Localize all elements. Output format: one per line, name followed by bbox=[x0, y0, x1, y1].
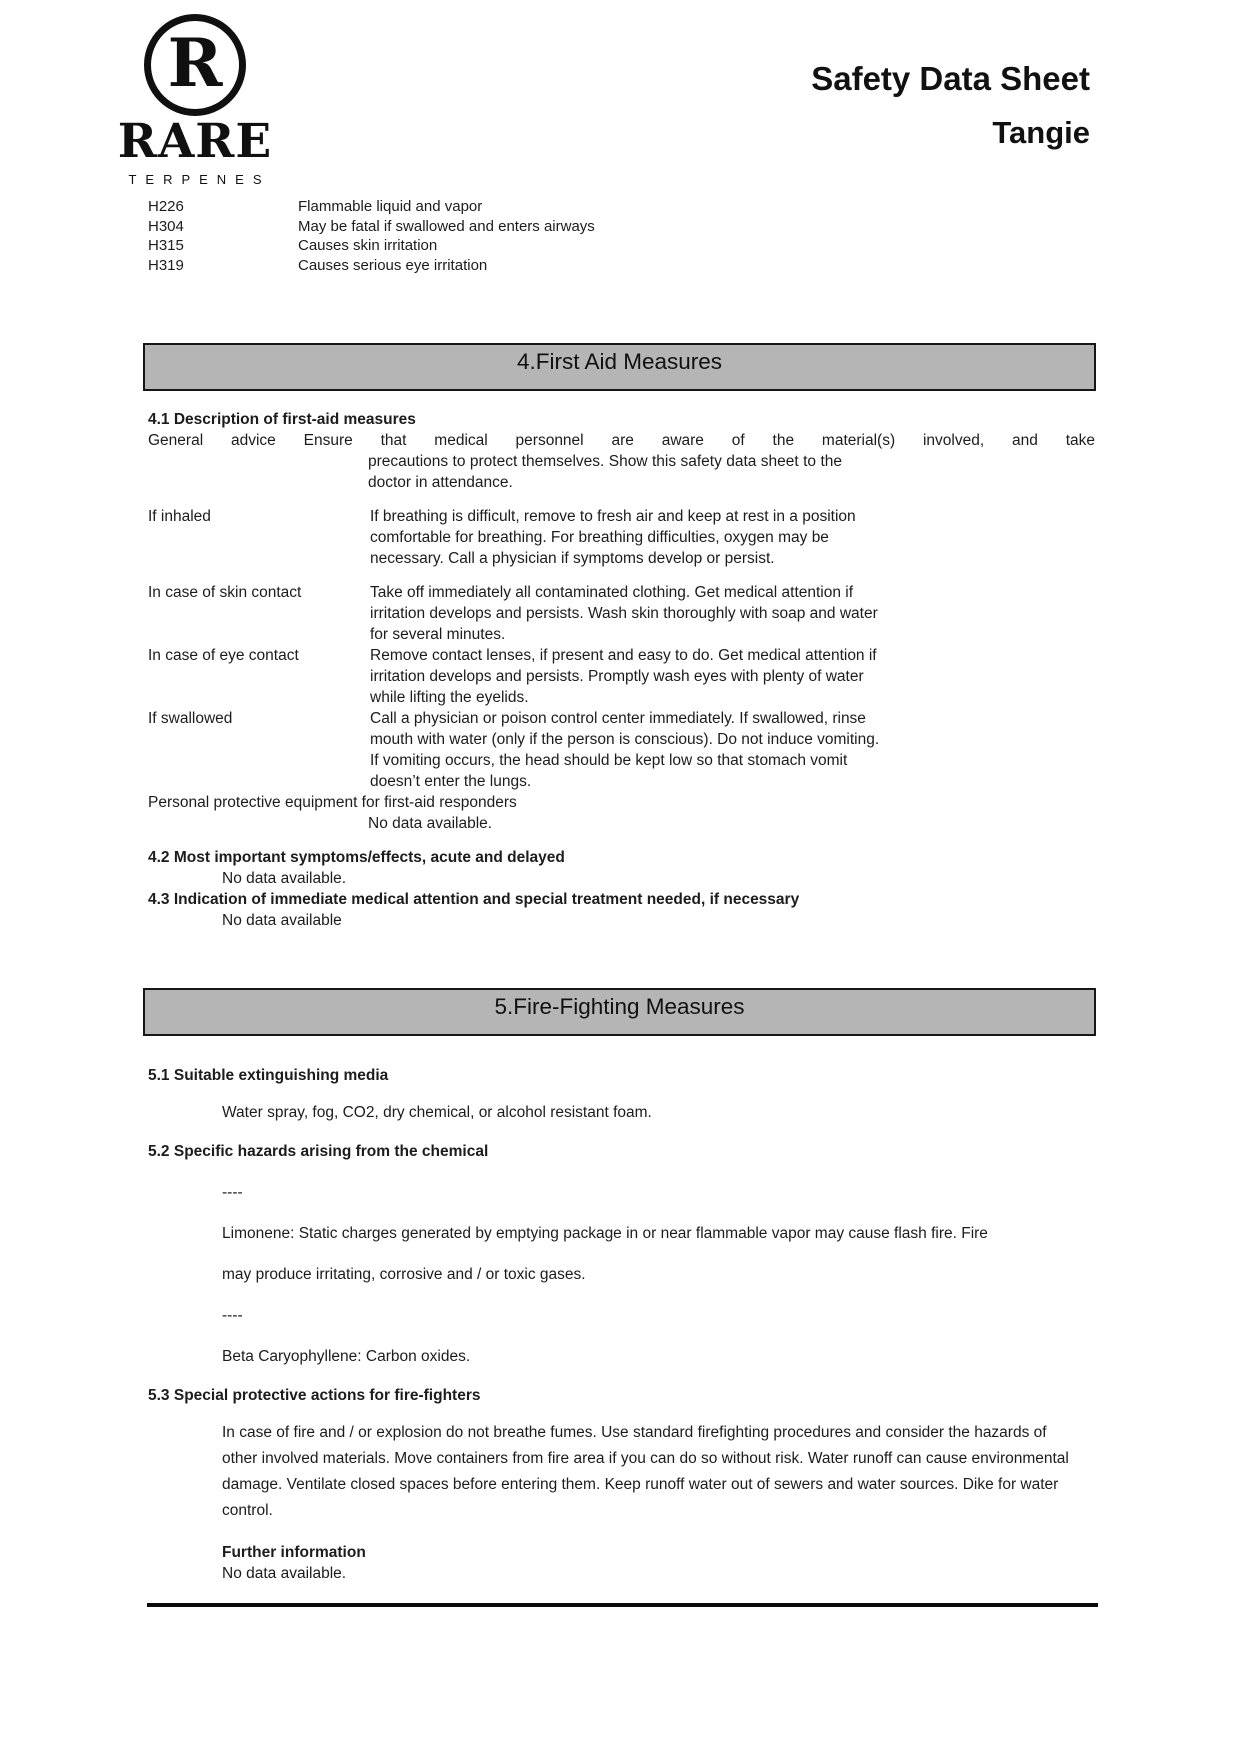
section-4-content bbox=[148, 409, 1095, 931]
first-aid-item-skin bbox=[148, 582, 1095, 645]
hazard-code: H226 bbox=[148, 198, 184, 215]
product-name: Tangie bbox=[992, 115, 1090, 150]
brand-name: RARE bbox=[117, 114, 273, 169]
hazard-row bbox=[148, 197, 595, 217]
logo-circle-icon bbox=[144, 14, 246, 116]
hazard-code: H319 bbox=[148, 256, 184, 274]
heading-5-1: 5.1 Suitable extinguishing media bbox=[148, 1067, 389, 1084]
heading-4-3: 4.3 Indication of immediate medical attention and special treatment needed, if necessary bbox=[148, 891, 800, 908]
logo-monogram: R bbox=[167, 24, 223, 102]
item-label: If swallowed bbox=[148, 710, 233, 727]
s53-paragraph: In case of fire and / or explosion do not breathe fumes. Use standard firefighting procedures and consider the hazards of other involved materials. Move containers from fire area if you can do so without risk. Water runoff can cause environmental damage. Ventilate closed spaces before entering them. Keep runoff water out of sewers and water sources. Dike for water control. bbox=[222, 1424, 1069, 1519]
item-label: If inhaled bbox=[148, 508, 211, 525]
s52-limonene-continuation: may produce irritating, corrosive and / or toxic gases. bbox=[222, 1266, 586, 1283]
heading-5-3: 5.3 Special protective actions for fire-fighters bbox=[148, 1387, 481, 1404]
section-5-title: 5.Fire-Fighting Measures bbox=[494, 994, 745, 1019]
heading-4-1: 4.1 Description of first-aid measures bbox=[148, 411, 416, 428]
value-4-2: No data available. bbox=[222, 870, 347, 887]
first-aid-item-swallowed bbox=[148, 708, 1095, 792]
hazard-row bbox=[148, 256, 595, 276]
brand-tagline: TERPENES bbox=[128, 172, 271, 187]
s52-caryophyllene-line: Beta Caryophyllene: Carbon oxides. bbox=[222, 1348, 471, 1365]
general-advice-continuation: precautions to protect themselves. Show this safety data sheet to the doctor in attendance. bbox=[368, 453, 842, 491]
heading-5-2: 5.2 Specific hazards arising from the chemical bbox=[148, 1143, 489, 1160]
further-information-heading: Further information bbox=[222, 1544, 366, 1561]
footer-divider bbox=[147, 1603, 1098, 1607]
first-aid-item-inhaled bbox=[148, 506, 1095, 569]
hazard-code: H315 bbox=[148, 237, 184, 254]
item-text: Take off immediately all contaminated clothing. Get medical attention if irritation develops and persists. Wash skin thoroughly with soap and water for several minutes. bbox=[370, 584, 878, 643]
hazard-statements bbox=[148, 197, 595, 275]
hazard-text: Flammable liquid and vapor bbox=[298, 198, 483, 215]
item-label: In case of eye contact bbox=[148, 647, 299, 664]
heading-4-2: 4.2 Most important symptoms/effects, acute and delayed bbox=[148, 849, 565, 866]
hazard-row bbox=[148, 217, 595, 237]
value-4-3: No data available bbox=[222, 912, 342, 929]
hazard-code: H304 bbox=[148, 217, 184, 235]
hazard-text: Causes serious eye irritation bbox=[298, 256, 488, 274]
section-4-header bbox=[143, 343, 1096, 391]
brand-logo bbox=[100, 14, 290, 187]
s52-dashes: ---- bbox=[222, 1307, 243, 1324]
hazard-row bbox=[148, 236, 595, 256]
hazard-text: Causes skin irritation bbox=[298, 237, 438, 254]
general-advice-line: General advice Ensure that medical personnel are aware of the material(s) involved, and take bbox=[148, 432, 1095, 449]
title-block bbox=[811, 60, 1090, 151]
s52-limonene-line: Limonene: Static charges generated by emptying package in or near flammable vapor may cause flash fire. Fire bbox=[222, 1225, 988, 1242]
further-information-value: No data available. bbox=[222, 1565, 347, 1582]
first-aid-item-eye bbox=[148, 645, 1095, 708]
section-4-title: 4.First Aid Measures bbox=[516, 349, 723, 374]
ppe-line: Personal protective equipment for first-aid responders bbox=[148, 794, 517, 811]
item-text: If breathing is difficult, remove to fresh air and keep at rest in a position comfortable for breathing. For breathing difficulties, oxygen may be necessary. Call a physician if symptoms develop or persist. bbox=[370, 508, 856, 567]
item-label: In case of skin contact bbox=[148, 584, 302, 601]
item-text: Call a physician or poison control center immediately. If swallowed, rinse mouth with water (only if the person is conscious). Do not induce vomiting. If vomiting occurs, the head should be kept low so that stomach vomit doesn’t enter the lungs. bbox=[370, 710, 880, 790]
value-5-1: Water spray, fog, CO2, dry chemical, or alcohol resistant foam. bbox=[222, 1104, 652, 1121]
section-5-header bbox=[143, 988, 1096, 1036]
ppe-value: No data available. bbox=[368, 815, 493, 832]
section-5-content bbox=[148, 1057, 1095, 1584]
s52-dashes: ---- bbox=[222, 1184, 243, 1201]
hazard-text: May be fatal if swallowed and enters airways bbox=[298, 217, 595, 235]
document-title: Safety Data Sheet bbox=[811, 60, 1090, 97]
item-text: Remove contact lenses, if present and easy to do. Get medical attention if irritation develops and persists. Promptly wash eyes with plenty of water while lifting the eyelids. bbox=[370, 647, 877, 706]
